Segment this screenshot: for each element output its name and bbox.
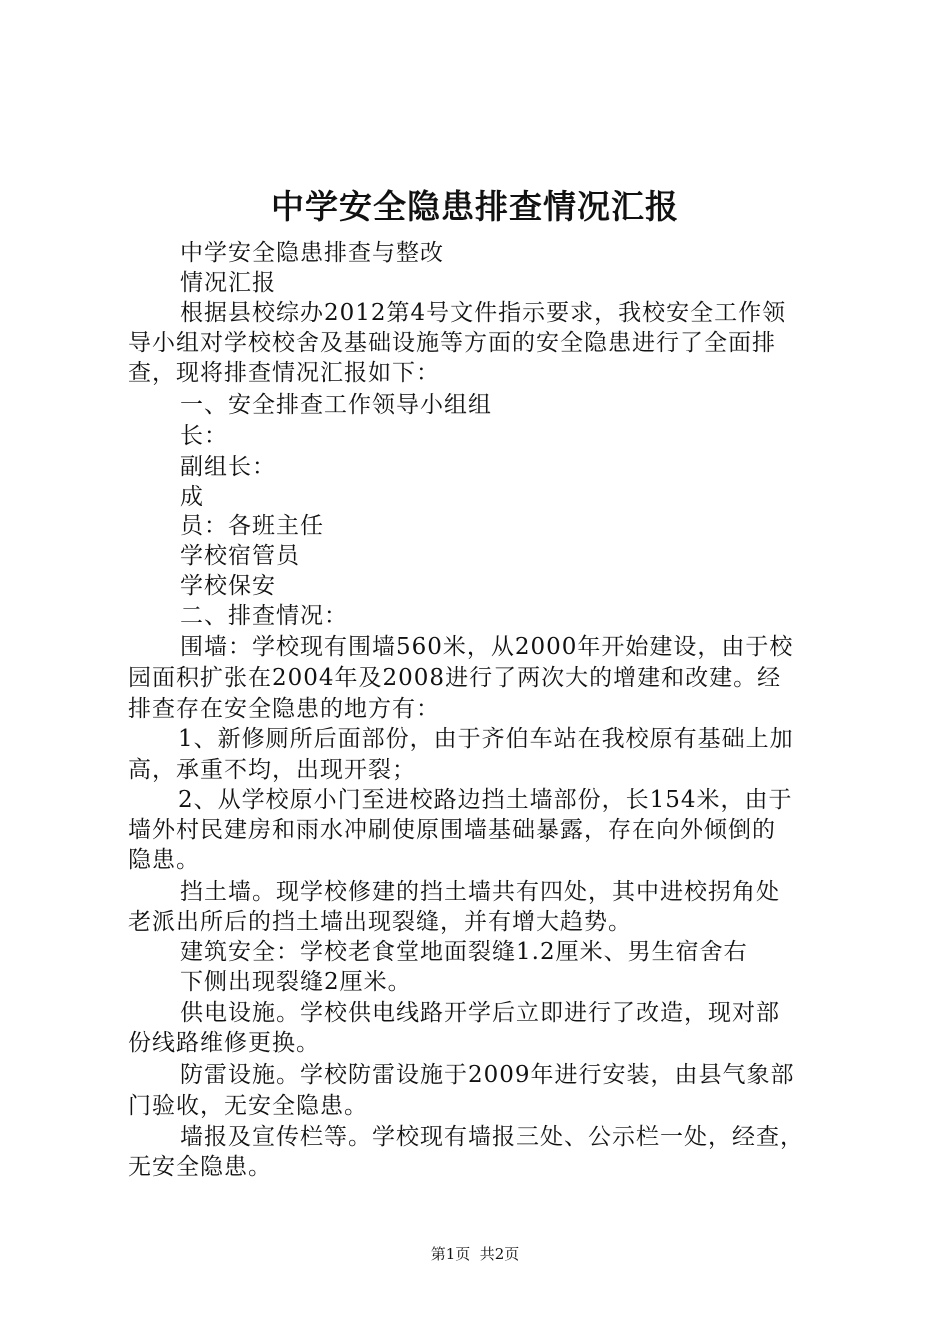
body-line: 排查存在安全隐患的地方有： <box>128 696 440 722</box>
body-line: 下侧出现裂缝2厘米。 <box>180 969 412 995</box>
body-line: 导小组对学校校舍及基础设施等方面的安全隐患进行了全面排 <box>128 330 776 356</box>
body-line: 副组长： <box>180 454 276 480</box>
body-line: 成 <box>180 484 204 510</box>
body-line: 高，承重不均，出现开裂； <box>128 757 416 783</box>
body-line: 员：各班主任 <box>180 513 324 539</box>
body-line: 二、排查情况： <box>180 603 348 629</box>
body-line: 2、从学校原小门至进校路边挡土墙部份，长154米，由于 <box>178 787 793 813</box>
body-line: 门验收，无安全隐患。 <box>128 1093 368 1119</box>
body-line: 中学安全隐患排查与整改 <box>180 240 444 266</box>
body-line: 建筑安全：学校老食堂地面裂缝1.2厘米、男生宿舍右 <box>180 939 748 965</box>
body-line: 学校宿管员 <box>180 543 300 569</box>
body-line: 园面积扩张在2004年及2008进行了两次大的增建和改建。经 <box>128 665 782 691</box>
body-line: 1、新修厕所后面部份，由于齐伯车站在我校原有基础上加 <box>178 726 794 752</box>
body-line: 老派出所后的挡土墙出现裂缝，并有增大趋势。 <box>128 909 632 935</box>
body-line: 墙报及宣传栏等。学校现有墙报三处、公示栏一处，经查， <box>180 1124 804 1150</box>
body-line: 挡土墙。现学校修建的挡土墙共有四处，其中进校拐角处 <box>180 879 780 905</box>
page-number: 第1页 共2页 <box>430 1245 520 1263</box>
body-line: 情况汇报 <box>180 270 276 296</box>
body-line: 份线路维修更换。 <box>128 1030 320 1056</box>
body-line: 查，现将排查情况汇报如下： <box>128 360 440 386</box>
body-line: 隐患。 <box>128 847 200 873</box>
document-title: 中学安全隐患排查情况汇报 <box>271 187 679 226</box>
body-line: 学校保安 <box>180 573 276 599</box>
body-line: 墙外村民建房和雨水冲刷使原围墙基础暴露，存在向外倾倒的 <box>128 817 776 843</box>
body-line: 无安全隐患。 <box>128 1154 272 1180</box>
body-line: 围墙：学校现有围墙560米，从2000年开始建设，由于校 <box>180 634 794 660</box>
body-line: 根据县校综办2012第4号文件指示要求，我校安全工作领 <box>180 300 787 326</box>
body-line: 一、安全排查工作领导小组组 <box>180 392 492 418</box>
body-line: 长： <box>180 423 228 449</box>
body-line: 供电设施。学校供电线路开学后立即进行了改造，现对部 <box>180 1000 780 1026</box>
body-line: 防雷设施。学校防雷设施于2009年进行安装，由县气象部 <box>180 1062 795 1088</box>
